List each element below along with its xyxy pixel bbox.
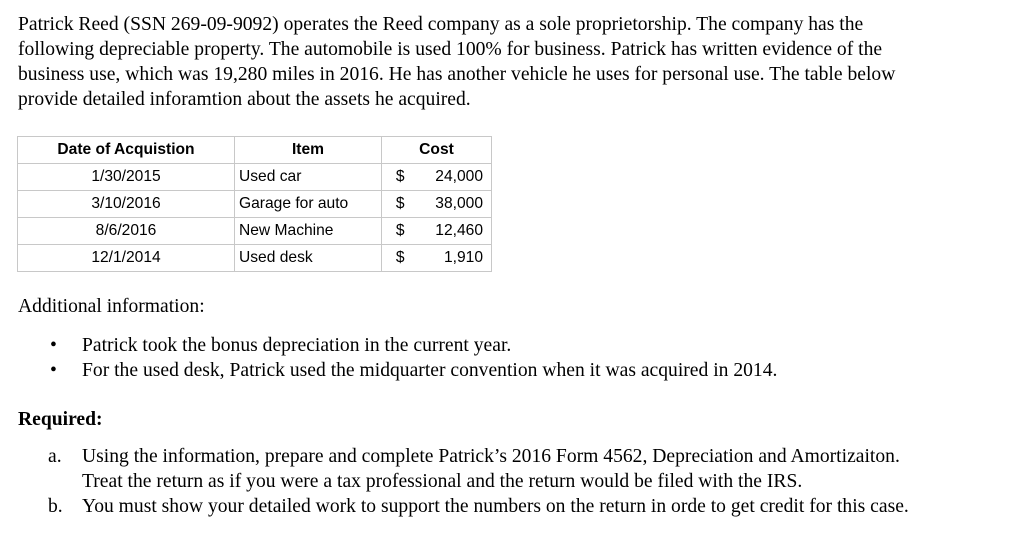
cell-date: 12/1/2014 — [18, 245, 235, 272]
cell-date: 1/30/2015 — [18, 164, 235, 191]
list-marker: b. — [48, 496, 63, 517]
bullet-icon: • — [50, 360, 57, 381]
list-marker: a. — [48, 446, 62, 467]
list-item — [48, 494, 909, 519]
additional-info-list — [50, 333, 777, 383]
bullet-icon: • — [50, 335, 57, 356]
header-date: Date of Acquistion — [18, 137, 235, 164]
cell-cost: 12,460 — [419, 218, 492, 245]
intro-line: business use, which was 19,280 miles in 2016. He has another vehicle he uses for personal use. The table below — [18, 64, 896, 85]
required-list — [48, 444, 909, 519]
cell-cost: 24,000 — [419, 164, 492, 191]
table-header-row — [18, 137, 492, 164]
list-item-line: Treat the return as if you were a tax professional and the return would be filed with the IRS. — [82, 471, 803, 492]
cell-date: 3/10/2016 — [18, 191, 235, 218]
required-heading: Required: — [18, 409, 103, 430]
intro-paragraph — [18, 12, 1008, 112]
cell-cost: 1,910 — [419, 245, 492, 272]
asset-table — [17, 136, 492, 272]
header-cost: Cost — [382, 137, 492, 164]
table-row — [18, 191, 492, 218]
intro-line: provide detailed inforamtion about the assets he acquired. — [18, 89, 471, 110]
list-item-text: For the used desk, Patrick used the midquarter convention when it was acquired in 2014. — [82, 360, 778, 381]
table-row — [18, 164, 492, 191]
cell-item: Garage for auto — [235, 191, 382, 218]
cell-item: New Machine — [235, 218, 382, 245]
list-item-line: You must show your detailed work to support the numbers on the return in orde to get credit for this case. — [82, 496, 909, 517]
table-row — [18, 218, 492, 245]
cell-currency: $ — [382, 245, 419, 272]
list-item-line: Using the information, prepare and complete Patrick’s 2016 Form 4562, Depreciation and Amortizaiton. — [82, 446, 900, 467]
list-item — [50, 333, 777, 358]
cell-item: Used desk — [235, 245, 382, 272]
cell-cost: 38,000 — [419, 191, 492, 218]
cell-item: Used car — [235, 164, 382, 191]
cell-currency: $ — [382, 218, 419, 245]
additional-info-heading: Additional information: — [18, 296, 205, 317]
cell-currency: $ — [382, 164, 419, 191]
intro-line: Patrick Reed (SSN 269-09-9092) operates the Reed company as a sole proprietorship. The company has the — [18, 14, 864, 35]
table-row — [18, 245, 492, 272]
list-item — [48, 444, 909, 494]
cell-date: 8/6/2016 — [18, 218, 235, 245]
intro-line: following depreciable property. The automobile is used 100% for business. Patrick has written evidence of the — [18, 39, 883, 60]
list-item-text: Patrick took the bonus depreciation in the current year. — [82, 335, 512, 356]
list-item — [50, 358, 777, 383]
cell-currency: $ — [382, 191, 419, 218]
header-item: Item — [235, 137, 382, 164]
